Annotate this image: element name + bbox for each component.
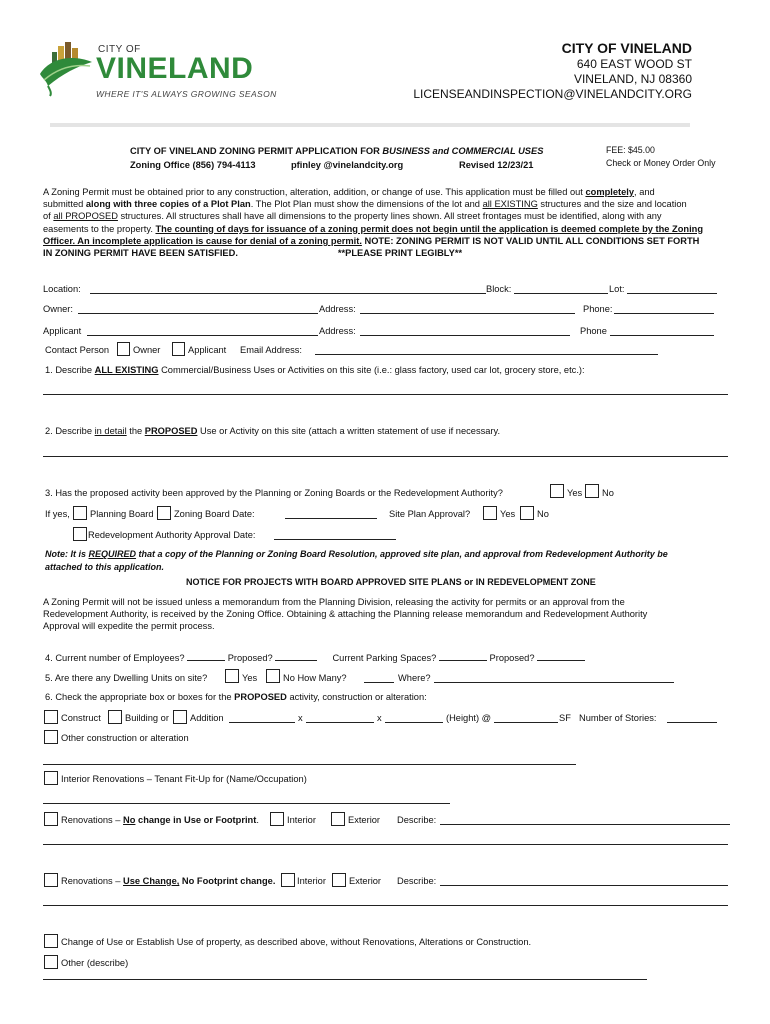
reno1-describe-line-2[interactable] [43, 844, 728, 845]
q1-answer-line[interactable] [43, 394, 728, 395]
city-skyline-leaf-icon [38, 40, 96, 98]
owner-address-field[interactable] [360, 313, 575, 314]
redevelopment-date-label: Redevelopment Authority Approval Date: [88, 530, 256, 540]
question-4 [45, 651, 585, 664]
site-plan-no-checkbox[interactable] [520, 506, 534, 520]
stories-label: Number of Stories: [579, 713, 657, 723]
owner-phone-field[interactable] [614, 313, 714, 314]
reno2-describe-line-2[interactable] [43, 905, 728, 906]
revised-date: Revised 12/23/21 [459, 160, 534, 170]
reno2-exterior-label: Exterior [349, 876, 382, 886]
question-6: 6. Check the appropriate box or boxes for the PROPOSED activity, construction or alteration: [45, 692, 427, 702]
dimension-x-1: x [298, 713, 303, 723]
renovations-no-change-label: Renovations – No change in Use or Footprint. [61, 815, 259, 825]
contact-applicant-checkbox[interactable] [172, 342, 185, 356]
dwelling-yes-checkbox[interactable] [225, 669, 239, 683]
interior-renovations-checkbox[interactable] [44, 771, 58, 785]
logo-tagline: WHERE IT'S ALWAYS GROWING SEASON [96, 89, 277, 99]
dimension-1-field[interactable] [229, 722, 295, 723]
header-email: LICENSEANDINSPECTION@VINELANDCITY.ORG [413, 87, 692, 101]
other-describe-checkbox[interactable] [44, 955, 58, 969]
question-5: 5. Are there any Dwelling Units on site? [45, 673, 208, 683]
how-many-field[interactable] [364, 682, 394, 683]
renovations-no-change-checkbox[interactable] [44, 812, 58, 826]
fee: FEE: $45.00 [606, 145, 655, 155]
location-field[interactable] [90, 293, 486, 294]
proposed-parking-field[interactable] [537, 651, 585, 661]
applicant-phone-label: Phone [580, 326, 607, 336]
renovations-use-change-checkbox[interactable] [44, 873, 58, 887]
payment-method: Check or Money Order Only [606, 158, 716, 168]
applicant-label: Applicant [43, 326, 82, 336]
dimension-3-field[interactable] [385, 722, 443, 723]
q3-yes-label: Yes [567, 488, 583, 498]
current-employees-field[interactable] [187, 651, 225, 661]
intro-line-4: easements to the property. The counting of days for issuance of a zoning permit does not begin until the application is deemed complete by the Zoning [43, 223, 704, 234]
intro-line-3: of all PROPOSED structures. All structures shall have all dimensions to the property lines shown. All street frontages must be identified, along with any [43, 211, 662, 222]
header-address-line1: 640 EAST WOOD ST [576, 57, 692, 71]
owner-field[interactable] [78, 313, 318, 314]
reno2-describe-field[interactable] [440, 885, 728, 886]
other-construction-label: Other construction or alteration [61, 733, 189, 743]
owner-label: Owner: [43, 304, 73, 314]
other-describe-label: Other (describe) [61, 958, 129, 968]
change-of-use-label: Change of Use or Establish Use of property, as described above, without Renovations, Alterations or Construction. [61, 937, 532, 947]
owner-phone-label: Phone: [583, 304, 613, 314]
reno2-describe-label: Describe: [397, 876, 437, 886]
planning-board-checkbox[interactable] [73, 506, 87, 520]
dwelling-yes-label: Yes [242, 673, 258, 683]
intro-line-5: Officer. An incomplete application is cause for denial of a zoning permit. NOTE: ZONING PERMIT IS NOT VALID UNTIL ALL CONDITIONS SET FORTH [43, 235, 700, 246]
required-note: Note: It is REQUIRED that a copy of the Planning or Zoning Board Resolution, approved site plan, and approval from Redevelopment Authority be [45, 549, 668, 559]
reno1-describe-field[interactable] [440, 824, 730, 825]
applicant-field[interactable] [87, 335, 318, 336]
intro-line-1: A Zoning Permit must be obtained prior to any construction, alteration, addition, or change of use. This application must be filled out completely, and [43, 187, 655, 197]
intro-line-6: IN ZONING PERMIT HAVE BEEN SATISFIED. **PLEASE PRINT LEGIBLY** [43, 248, 463, 259]
email-field[interactable] [315, 354, 658, 355]
where-field[interactable] [434, 682, 674, 683]
required-note-line-2: attached to this application. [45, 562, 165, 572]
proposed-parking-label: Proposed? [489, 653, 535, 663]
dimension-x-2: x [377, 713, 382, 723]
proposed-employees-field[interactable] [275, 651, 317, 661]
if-yes-label: If yes, [45, 509, 70, 519]
sf-label: SF [559, 713, 571, 723]
proposed-employees-label: Proposed? [227, 653, 273, 663]
q3-no-checkbox[interactable] [585, 484, 599, 498]
reno1-exterior-checkbox[interactable] [331, 812, 345, 826]
square-feet-field[interactable] [494, 722, 558, 723]
other-construction-checkbox[interactable] [44, 730, 58, 744]
block-field[interactable] [514, 293, 608, 294]
notice-paragraph [43, 596, 733, 633]
lot-label: Lot: [609, 284, 625, 294]
parking-label: Current Parking Spaces? [332, 653, 437, 663]
zoning-board-checkbox[interactable] [157, 506, 171, 520]
reno1-interior-label: Interior [287, 815, 316, 825]
reno2-exterior-checkbox[interactable] [332, 873, 346, 887]
construct-checkbox[interactable] [44, 710, 58, 724]
zoning-contact: pfinley @vinelandcity.org [291, 160, 404, 170]
question-1: 1. Describe ALL EXISTING Commercial/Business Uses or Activities on this site (i.e.: glass factory, used car lot, grocery store, etc.): [45, 365, 585, 375]
contact-owner-label: Owner [133, 345, 161, 355]
interior-renovations-label: Interior Renovations – Tenant Fit-Up for (Name/Occupation) [61, 774, 307, 784]
logo-vineland: VINELAND [96, 52, 254, 85]
zoning-board-date-label: Zoning Board Date: [174, 509, 255, 519]
redevelopment-date-field[interactable] [274, 539, 396, 540]
dwelling-no-checkbox[interactable] [266, 669, 280, 683]
header-address-line2: VINELAND, NJ 08360 [573, 72, 692, 86]
reno1-describe-label: Describe: [397, 815, 437, 825]
applicant-address-field[interactable] [360, 335, 570, 336]
applicant-address-label: Address: [319, 326, 356, 336]
height-label: (Height) @ [446, 713, 492, 723]
stories-field[interactable] [667, 722, 717, 723]
contact-applicant-label: Applicant [188, 345, 227, 355]
site-plan-yes-label: Yes [500, 509, 516, 519]
header-divider [50, 123, 690, 127]
addition-label: Addition [190, 713, 224, 723]
reno1-interior-checkbox[interactable] [270, 812, 284, 826]
renovations-use-change-label: Renovations – Use Change, No Footprint change. [61, 876, 276, 886]
city-header [413, 40, 692, 102]
reno2-interior-label: Interior [297, 876, 326, 886]
location-label: Location: [43, 284, 81, 294]
owner-address-label: Address: [319, 304, 356, 314]
lot-field[interactable] [627, 293, 717, 294]
redevelopment-checkbox[interactable] [73, 527, 87, 541]
contact-owner-checkbox[interactable] [117, 342, 130, 356]
addition-checkbox[interactable] [173, 710, 187, 724]
zoning-office: Zoning Office (856) 794-4113 [130, 160, 256, 170]
building-label: Building or [125, 713, 169, 723]
logo-city-of: CITY OF [98, 44, 141, 55]
dimension-2-field[interactable] [306, 722, 374, 723]
planning-board-label: Planning Board [90, 509, 154, 519]
other-describe-field[interactable] [43, 979, 647, 980]
zoning-board-date-field[interactable] [285, 518, 377, 519]
intro-line-2: submitted along with three copies of a Plot Plan. The Plot Plan must show the dimensions of the lot and all EXISTING structures and the size and location [43, 199, 687, 210]
other-construction-field[interactable] [43, 764, 576, 765]
q3-no-label: No [602, 488, 614, 498]
q3-yes-checkbox[interactable] [550, 484, 564, 498]
construct-label: Construct [61, 713, 101, 723]
form-title: CITY OF VINELAND ZONING PERMIT APPLICATION FOR BUSINESS and COMMERCIAL USES [130, 146, 544, 156]
site-plan-label: Site Plan Approval? [389, 509, 471, 519]
change-of-use-checkbox[interactable] [44, 934, 58, 948]
where-label: Where? [398, 673, 431, 683]
intro-paragraph [43, 186, 733, 259]
notice-line-3: Approval will expedite the permit process. [43, 621, 215, 632]
reno1-exterior-label: Exterior [348, 815, 381, 825]
site-plan-yes-checkbox[interactable] [483, 506, 497, 520]
reno2-interior-checkbox[interactable] [281, 873, 295, 887]
block-label: Block: [486, 284, 512, 294]
tenant-name-field[interactable] [43, 803, 450, 804]
notice-line-2: Redevelopment Authority, is received by the Zoning Office. Obtaining & attaching the Planning release memorandum and Redevelopment Authority [43, 609, 648, 620]
city-logo [38, 40, 278, 102]
email-label: Email Address: [240, 345, 303, 355]
q2-answer-line[interactable] [43, 456, 728, 457]
contact-person-label: Contact Person [45, 345, 110, 355]
header-title: CITY OF VINELAND [561, 40, 692, 56]
building-checkbox[interactable] [108, 710, 122, 724]
question-3: 3. Has the proposed activity been approved by the Planning or Zoning Boards or the Redevelopment Authority? [45, 488, 503, 498]
current-parking-field[interactable] [439, 651, 487, 661]
site-plan-no-label: No [537, 509, 549, 519]
notice-heading: NOTICE FOR PROJECTS WITH BOARD APPROVED SITE PLANS or IN REDEVELOPMENT ZONE [186, 577, 596, 587]
notice-line-1: A Zoning Permit will not be issued unless a memorandum from the Planning Division, releasing the activity for permits or an approval from the [43, 597, 625, 607]
dwelling-no-label: No How Many? [283, 673, 347, 683]
question-2: 2. Describe in detail the PROPOSED Use or Activity on this site (attach a written statement of use if necessary. [45, 426, 501, 436]
applicant-phone-field[interactable] [610, 335, 714, 336]
employees-label: 4. Current number of Employees? [45, 653, 185, 663]
